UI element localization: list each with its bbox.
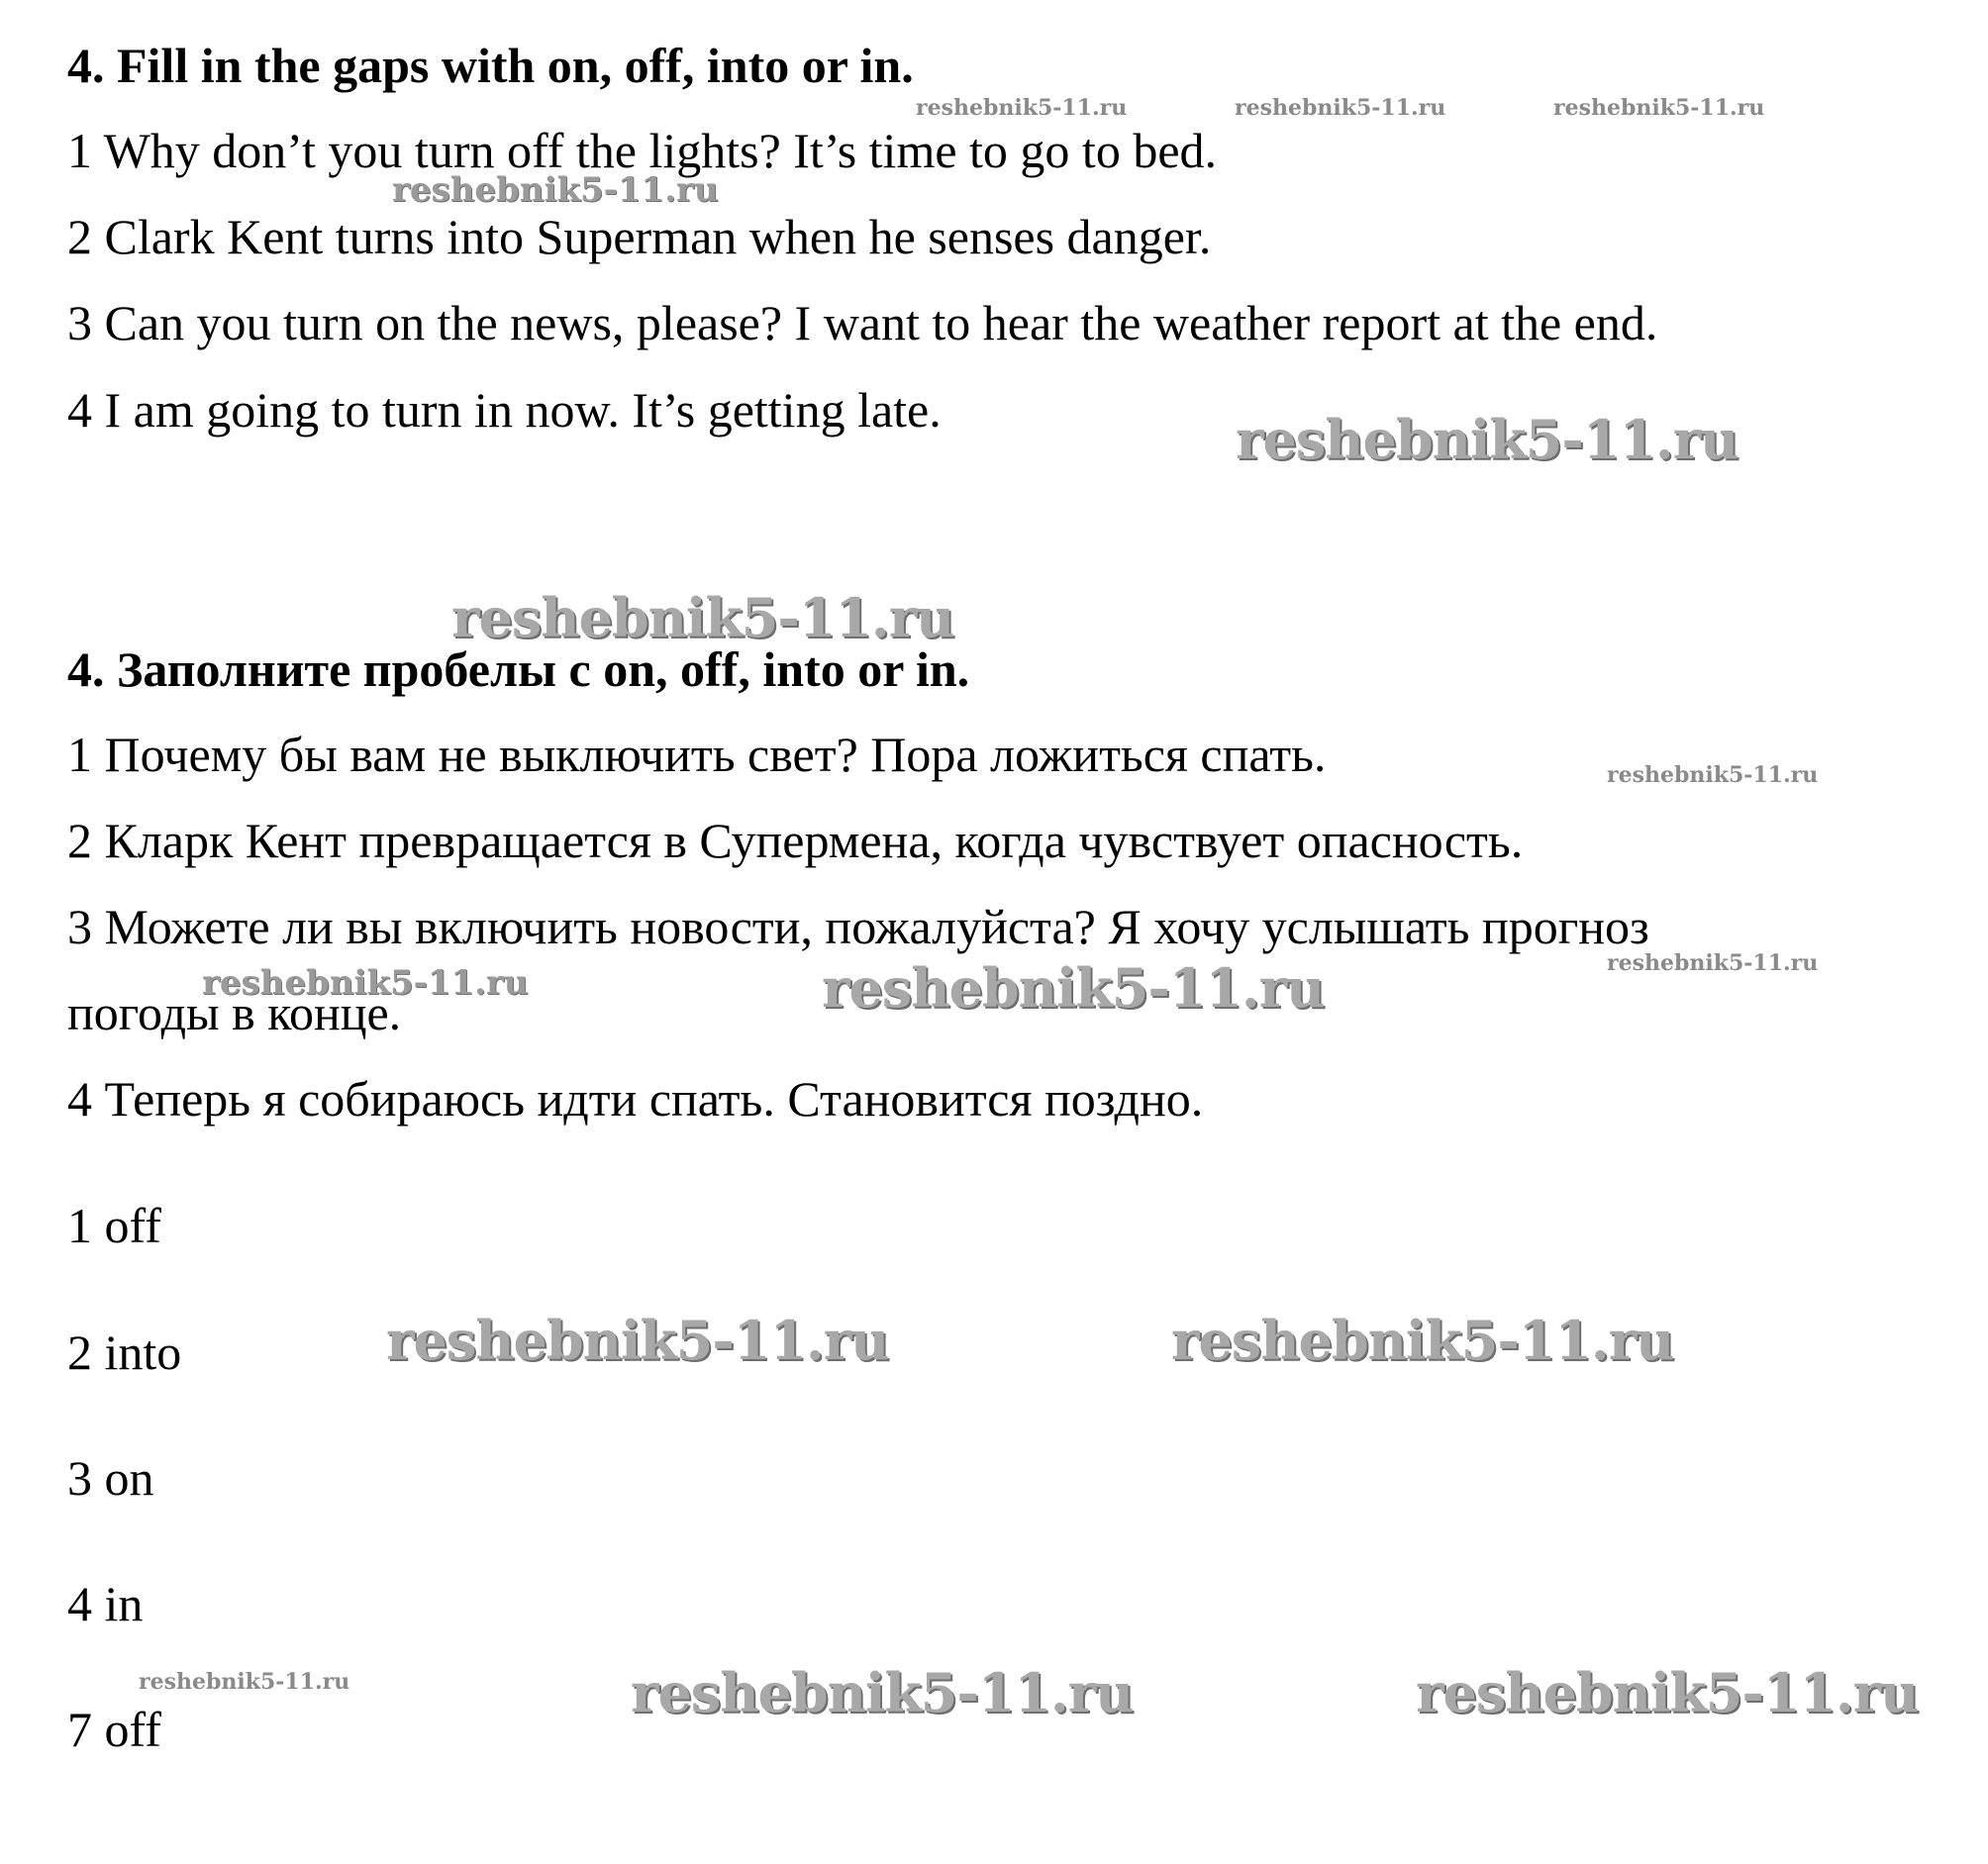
watermark: reshebnik5-11.ru (1416, 1661, 1919, 1724)
watermark: reshebnik5-11.ru (392, 170, 719, 210)
watermark: reshebnik5-11.ru (1607, 762, 1819, 788)
russian-sentence-1: 1 Почему бы вам не выключить свет? Пора ложиться спать. (67, 727, 1327, 782)
watermark: reshebnik5-11.ru (1553, 95, 1765, 121)
english-sentence-1: 1 Why don’t you turn off the lights? It’s time to go to bed. (67, 123, 1218, 178)
watermark: reshebnik5-11.ru (139, 1669, 350, 1695)
russian-sentence-2: 2 Кларк Кент превращается в Супермена, когда чувствует опасность. (67, 813, 1524, 868)
russian-sentence-4: 4 Теперь я собираюсь идти спать. Становится поздно. (67, 1071, 1204, 1127)
russian-sentence-3-continued: погоды в конце. (67, 985, 402, 1040)
watermark: reshebnik5-11.ru (451, 586, 954, 649)
english-sentence-2: 2 Clark Kent turns into Superman when he senses danger. (67, 209, 1212, 264)
answer-4: 4 in (67, 1576, 144, 1631)
watermark: reshebnik5-11.ru (631, 1661, 1134, 1724)
watermark: reshebnik5-11.ru (1607, 950, 1819, 976)
watermark: reshebnik5-11.ru (1171, 1309, 1674, 1372)
answer-2: 2 into (67, 1324, 182, 1380)
russian-heading: 4. Заполните пробелы с on, off, into or in. (67, 641, 970, 697)
answer-7: 7 off (67, 1702, 161, 1757)
watermark: reshebnik5-11.ru (386, 1309, 889, 1372)
watermark: reshebnik5-11.ru (1236, 408, 1739, 471)
watermark: reshebnik5-11.ru (202, 963, 529, 1003)
watermark: reshebnik5-11.ru (1235, 95, 1446, 121)
russian-sentence-3: 3 Можете ли вы включить новости, пожалуйста? Я хочу услышать прогноз (67, 899, 1649, 954)
answer-1: 1 off (67, 1198, 161, 1253)
answer-3: 3 on (67, 1450, 154, 1506)
english-sentence-3: 3 Can you turn on the news, please? I want to hear the weather report at the end. (67, 295, 1658, 350)
watermark: reshebnik5-11.ru (916, 95, 1128, 121)
watermark: reshebnik5-11.ru (822, 956, 1325, 1020)
english-heading: 4. Fill in the gaps with on, off, into or in. (67, 38, 914, 93)
english-sentence-4: 4 I am going to turn in now. It’s getting late. (67, 382, 942, 438)
